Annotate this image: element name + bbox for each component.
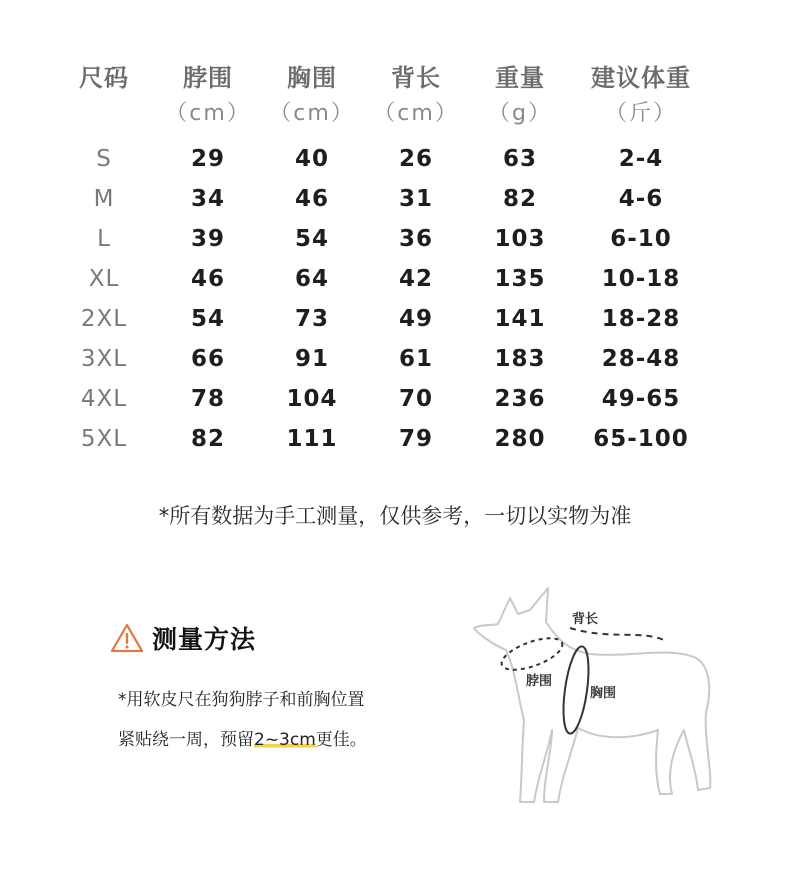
cell-weight: 141 xyxy=(494,306,546,332)
table-row xyxy=(0,226,790,266)
cell-recommended-weight: 2-4 xyxy=(618,146,664,172)
cell-neck: 66 xyxy=(190,346,225,372)
method-line-2-suffix: 更佳。 xyxy=(315,730,367,750)
cell-size: 2XL xyxy=(80,306,128,332)
cell-weight: 236 xyxy=(494,386,546,412)
cell-recommended-weight: 4-6 xyxy=(618,186,664,212)
cell-size: M xyxy=(93,186,115,212)
header-neck: 脖围 xyxy=(183,64,233,92)
method-heading xyxy=(110,620,256,656)
header-back: 背长 xyxy=(391,64,441,92)
cell-weight: 82 xyxy=(502,186,537,212)
cell-back: 26 xyxy=(398,146,433,172)
table-row xyxy=(0,266,790,306)
chest-label: 胸围 xyxy=(590,686,617,701)
cell-weight: 135 xyxy=(494,266,546,292)
dog-measurement-diagram xyxy=(460,580,730,820)
neck-label: 脖围 xyxy=(526,674,553,689)
cell-recommended-weight: 10-18 xyxy=(601,266,681,292)
cell-recommended-weight: 6-10 xyxy=(610,226,672,252)
header-chest: 胸围 xyxy=(287,64,337,92)
cell-chest: 91 xyxy=(294,346,329,372)
cell-neck: 54 xyxy=(190,306,225,332)
table-row xyxy=(0,306,790,346)
cell-size: XL xyxy=(88,266,120,292)
cell-weight: 63 xyxy=(502,146,537,172)
cell-size: L xyxy=(97,226,111,252)
cell-size: 4XL xyxy=(80,386,128,412)
table-row xyxy=(0,346,790,386)
table-row xyxy=(0,186,790,226)
cell-back: 70 xyxy=(398,386,433,412)
method-line-2-prefix: 紧贴绕一周，预留 xyxy=(118,730,254,750)
cell-back: 49 xyxy=(398,306,433,332)
cell-chest: 64 xyxy=(294,266,329,292)
unit-chest: （cm） xyxy=(269,101,355,126)
back-length-line xyxy=(570,628,664,640)
cell-recommended-weight: 49-65 xyxy=(601,386,681,412)
unit-recommended-weight: （斤） xyxy=(604,101,677,126)
allowance-highlight: 2~3cm xyxy=(254,730,316,750)
cell-neck: 29 xyxy=(190,146,225,172)
measurement-disclaimer: *所有数据为手工测量，仅供参考，一切以实物为准 xyxy=(158,504,632,528)
method-line-1: *用软皮尺在狗狗脖子和前胸位置 xyxy=(118,690,365,710)
header-weight: 重量 xyxy=(495,64,545,92)
back-length-label: 背长 xyxy=(572,612,599,627)
cell-back: 42 xyxy=(398,266,433,292)
cell-chest: 54 xyxy=(294,226,329,252)
cell-neck: 78 xyxy=(190,386,225,412)
cell-neck: 34 xyxy=(190,186,225,212)
warning-icon xyxy=(110,623,144,653)
cell-back: 31 xyxy=(398,186,433,212)
cell-neck: 82 xyxy=(190,426,225,452)
cell-back: 61 xyxy=(398,346,433,372)
cell-neck: 46 xyxy=(190,266,225,292)
cell-size: S xyxy=(96,146,112,172)
method-instructions xyxy=(118,680,367,760)
cell-recommended-weight: 28-48 xyxy=(601,346,681,372)
cell-size: 5XL xyxy=(80,426,128,452)
header-size: 尺码 xyxy=(79,64,129,92)
method-line-2 xyxy=(118,720,367,760)
cell-neck: 39 xyxy=(190,226,225,252)
header-recommended-weight: 建议体重 xyxy=(591,64,691,92)
cell-recommended-weight: 18-28 xyxy=(601,306,681,332)
cell-chest: 46 xyxy=(294,186,329,212)
unit-neck: （cm） xyxy=(165,101,251,126)
cell-weight: 280 xyxy=(494,426,546,452)
cell-chest: 73 xyxy=(294,306,329,332)
cell-size: 3XL xyxy=(80,346,128,372)
cell-weight: 103 xyxy=(494,226,546,252)
table-row xyxy=(0,146,790,186)
unit-back: （cm） xyxy=(373,101,459,126)
method-title: 测量方法 xyxy=(152,625,257,654)
cell-recommended-weight: 65-100 xyxy=(593,426,689,452)
table-row xyxy=(0,386,790,426)
cell-chest: 111 xyxy=(286,426,338,452)
cell-back: 79 xyxy=(398,426,433,452)
cell-weight: 183 xyxy=(494,346,546,372)
unit-weight: （g） xyxy=(488,101,552,126)
cell-back: 36 xyxy=(398,226,433,252)
table-row xyxy=(0,426,790,466)
cell-chest: 104 xyxy=(286,386,338,412)
cell-chest: 40 xyxy=(294,146,329,172)
